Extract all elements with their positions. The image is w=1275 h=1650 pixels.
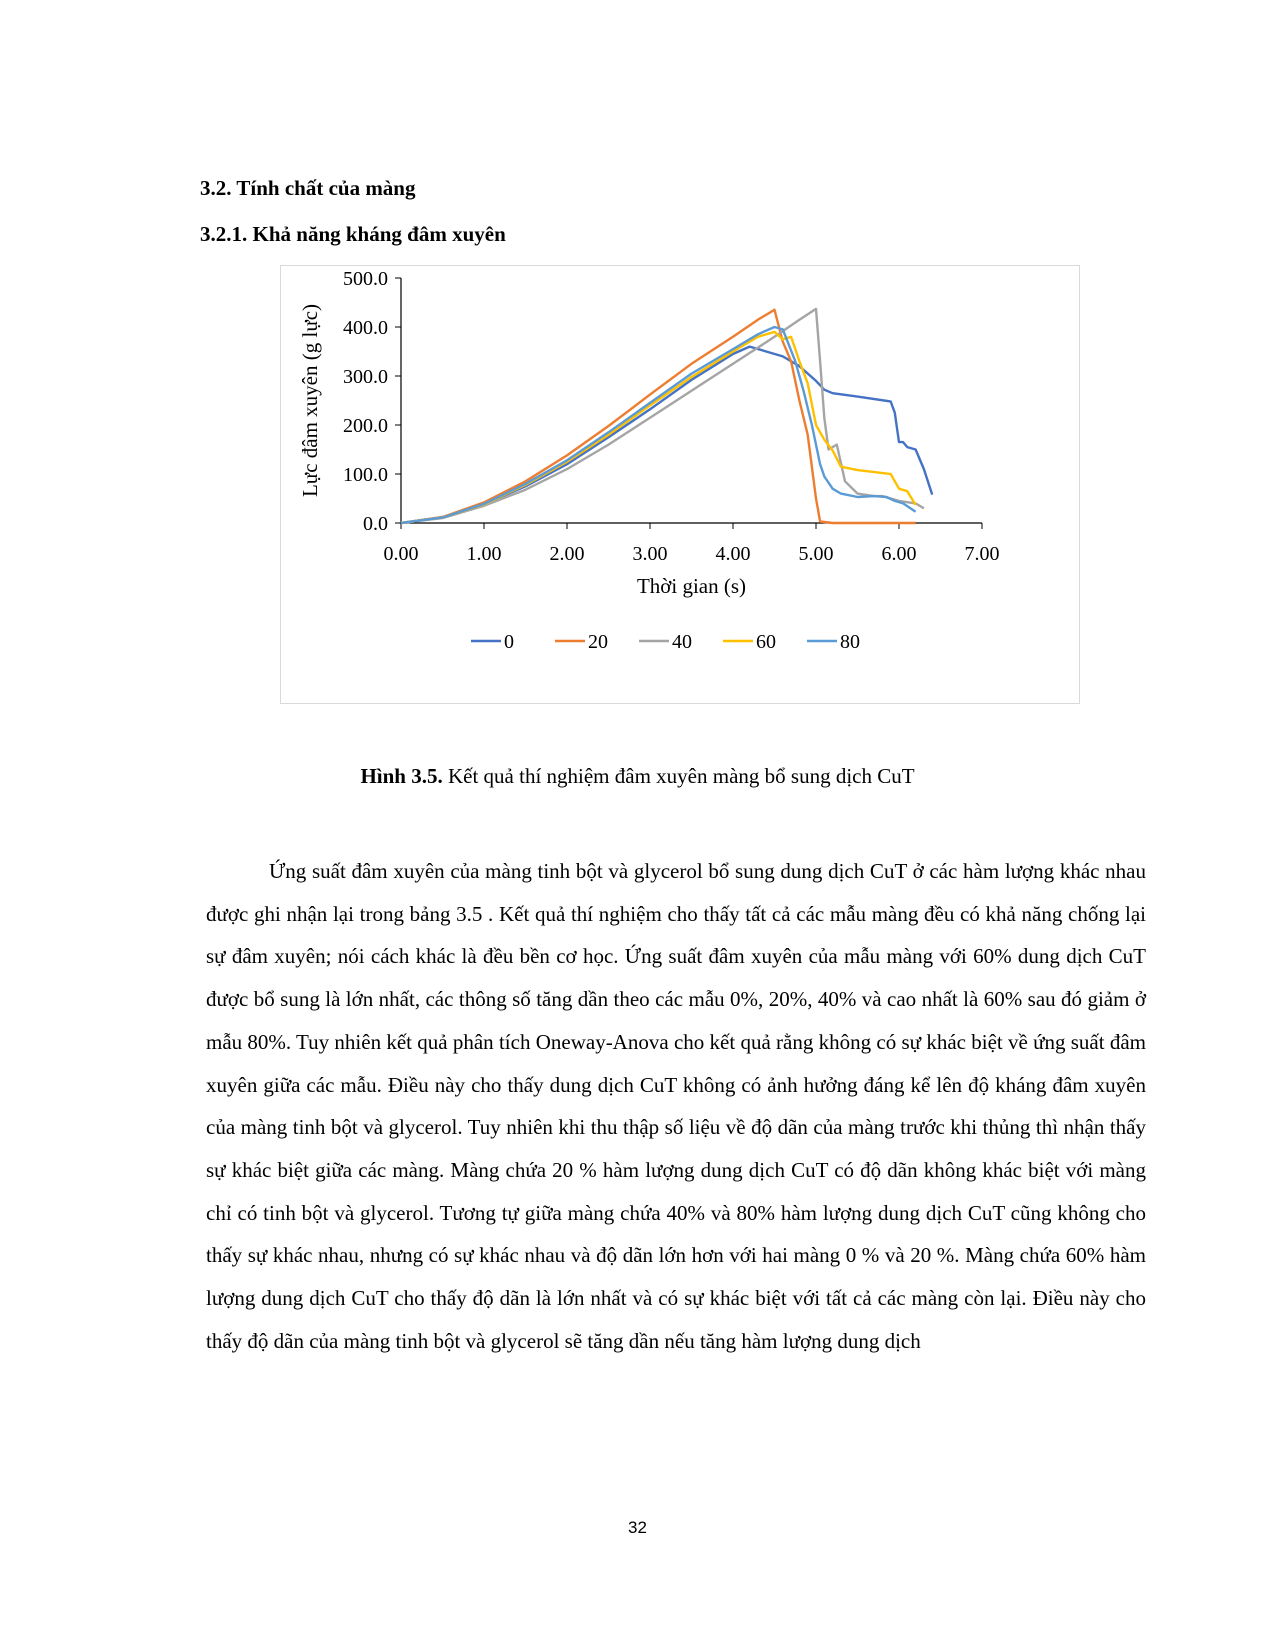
chart-frame (280, 265, 1080, 704)
subsection-heading: 3.2.1. Khả năng kháng đâm xuyên (200, 222, 506, 246)
figure-caption (0, 764, 1275, 789)
line-chart (281, 266, 1079, 703)
series-line-40 (401, 309, 924, 523)
y-tick-label: 0.0 (363, 513, 388, 535)
y-tick-label: 100.0 (343, 464, 388, 486)
legend-label-60: 60 (756, 631, 776, 653)
y-axis-title: Lực đâm xuyên (g lực) (298, 303, 322, 498)
x-tick-label: 1.00 (466, 543, 502, 565)
x-tick-label: 6.00 (881, 543, 917, 565)
legend-label-80: 80 (840, 631, 860, 653)
y-tick-label: 200.0 (343, 415, 388, 437)
figure-caption-text: Kết quả thí nghiệm đâm xuyên màng bổ sung dịch CuT (442, 764, 915, 788)
legend-label-0: 0 (504, 631, 514, 653)
page-number: 32 (628, 1518, 647, 1537)
figure-caption-label: Hình 3.5. (360, 764, 443, 788)
body-paragraph: Ứng suất đâm xuyên của màng tinh bột và glycerol bổ sung dung dịch CuT ở các hàm lượng khác nhau được ghi nhận lại trong bảng 3.5 . Kết quả thí nghiệm cho thấy tất cả các mẫu màng đều có khả năng chống lại sự đâm xuyên; nói cách khác là đều bền cơ học. Ứng suất đâm xuyên của mẫu màng với 60% dung dịch CuT được bổ sung là lớn nhất, các thông số tăng dần theo các mẫu 0%, 20%, 40% và cao nhất là 60% sau đó giảm ở mẫu 80%. Tuy nhiên kết quả phân tích Oneway-Anova cho kết quả rằng không có sự khác biệt về ứng suất đâm xuyên giữa các mẫu. Điều này cho thấy dung dịch CuT không có ảnh hưởng đáng kể lên độ kháng đâm xuyên của màng tinh bột và glycerol. Tuy nhiên khi thu thập số liệu về độ dãn của màng trước khi thủng thì nhận thấy sự khác biệt giữa các màng. Màng chứa 20 % hàm lượng dung dịch CuT có độ dãn không khác biệt với màng chỉ có tinh bột và glycerol. Tương tự giữa màng chứa 40% và 80% hàm lượng dung dịch CuT cũng không cho thấy sự khác nhau, nhưng có sự khác nhau và độ dãn lớn hơn với hai màng 0 % và 20 %. Màng chứa 60% hàm lượng dung dịch CuT cho thấy độ dãn là lớn nhất và có sự khác biệt với tất cả các màng còn lại. Điều này cho thấy độ dãn của màng tinh bột và glycerol sẽ tăng dần nếu tăng hàm lượng dung dịch (206, 859, 1146, 1353)
legend-label-40: 40 (672, 631, 692, 653)
y-tick-label: 400.0 (343, 317, 388, 339)
legend-label-20: 20 (588, 631, 608, 653)
x-tick-label: 2.00 (549, 543, 585, 565)
series-line-60 (401, 332, 916, 523)
x-tick-label: 0.00 (383, 543, 419, 565)
y-tick-label: 300.0 (343, 366, 388, 388)
section-heading: 3.2. Tính chất của màng (200, 176, 416, 200)
x-tick-label: 3.00 (632, 543, 668, 565)
x-tick-label: 7.00 (964, 543, 1000, 565)
y-tick-label: 500.0 (343, 268, 388, 290)
series-line-80 (401, 327, 916, 523)
x-tick-label: 5.00 (798, 543, 834, 565)
x-axis-title: Thời gian (s) (636, 574, 747, 598)
x-tick-label: 4.00 (715, 543, 751, 565)
